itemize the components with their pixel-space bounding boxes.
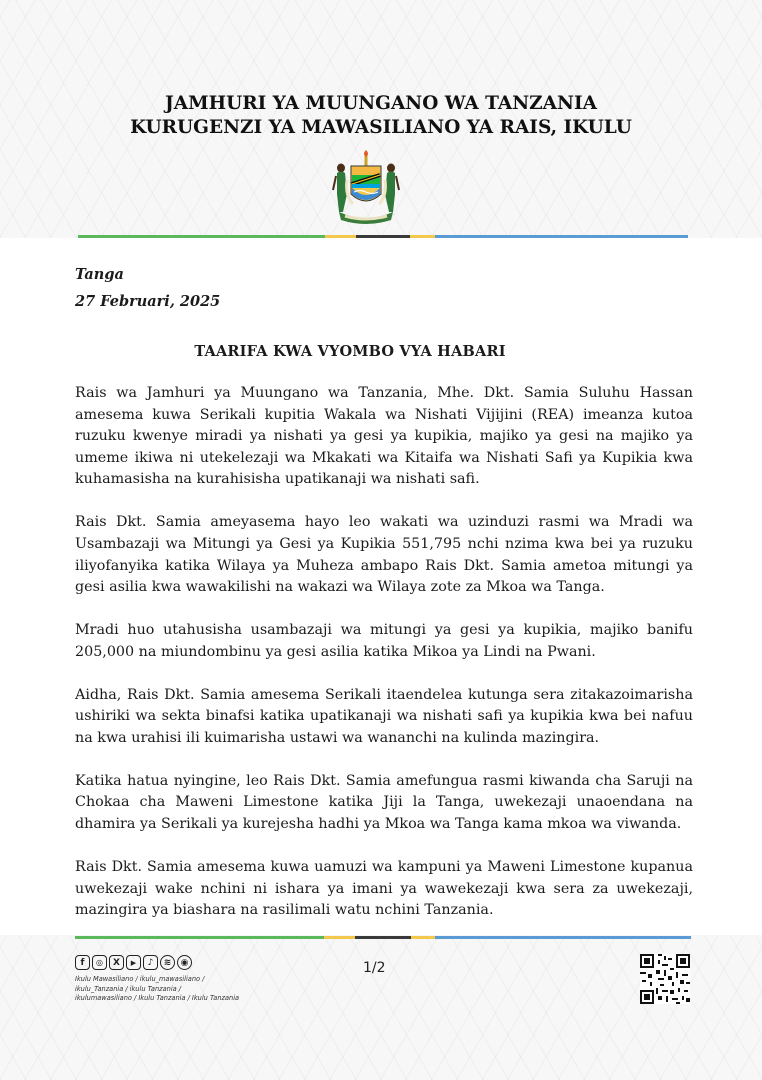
stripe-yellow-2	[410, 235, 434, 238]
header-divider-stripe	[78, 235, 688, 238]
letterhead-line-2: KURUGENZI YA MAWASILIANO YA RAIS, IKULU	[130, 117, 632, 138]
paragraph-4: Aidha, Rais Dkt. Samia amesema Serikali itaendelea kutunga sera zitakazoimarisha ushiriki wa sekta binafsi katika upatikanaji wa nishati safi ya kupikia kwa bei nafuu na kwa urahisi ili kuimarisha ustawi wa wananchi na kulinda mazingira.	[75, 686, 693, 746]
dateline-place: Tanga	[75, 266, 124, 283]
social-handles	[75, 975, 265, 1004]
podcast-icon[interactable]: ◉	[177, 955, 192, 970]
document-body	[75, 383, 693, 943]
document-title: TAARIFA KWA VYOMBO VYA HABARI	[194, 343, 506, 360]
stripe-yellow-2	[411, 936, 436, 939]
stripe-blue	[435, 936, 691, 939]
x-icon[interactable]: X	[109, 955, 124, 970]
handles-line-1: Ikulu Mawasiliano / ikulu_mawasiliano /	[75, 975, 205, 983]
letterhead-title	[0, 92, 762, 140]
footer-divider-stripe	[75, 936, 691, 939]
youtube-icon[interactable]: ▶	[126, 955, 141, 970]
paragraph-2: Rais Dkt. Samia ameyasema hayo leo wakati wa uzinduzi rasmi wa Mradi wa Usambazaji wa Mitungi ya Gesi ya Kupikia 551,795 nchi nzima kwa bei ya ruzuku iliyofanyika katika Wilaya ya Muheza ambapo Rais Dkt. Samia ametoa mitungi ya gesi asilia kwa wawakilishi na wakazi wa Wilaya zote za Mkoa wa Tanga.	[75, 514, 693, 596]
social-icons	[75, 955, 192, 970]
stripe-black	[355, 936, 410, 939]
stripe-yellow	[325, 235, 356, 238]
tiktok-icon[interactable]: ♪	[143, 955, 158, 970]
stripe-green	[78, 235, 325, 238]
letterhead-line-1: JAMHURI YA MUUNGANO WA TANZANIA	[165, 93, 597, 114]
stripe-black	[356, 235, 411, 238]
handles-line-2: ikulu_Tanzania / ikulu Tanzania /	[75, 984, 182, 993]
stripe-blue	[435, 235, 688, 238]
stripe-yellow	[324, 936, 355, 939]
qr-code-icon[interactable]	[640, 954, 690, 1004]
paragraph-3: Mradi huo utahusisha usambazaji wa mitungi ya gesi ya kupikia, majiko banifu 205,000 na miundombinu ya gesi asilia katika Mikoa ya Lindi na Pwani.	[75, 622, 693, 660]
paragraph-5: Katika hatua nyingine, leo Rais Dkt. Samia amefungua rasmi kiwanda cha Saruji na Chokaa cha Maweni Limestone katika Jiji la Tanga, uwekezaji unaoendana na dhamira ya Serikali ya kurejesha hadhi ya Mkoa wa Tanga kama mkoa wa viwanda.	[75, 772, 693, 833]
coat-of-arms-icon	[331, 150, 401, 224]
page-number: 1/2	[363, 960, 386, 976]
spotify-icon[interactable]: ≋	[160, 955, 175, 970]
instagram-icon[interactable]: ◎	[92, 955, 107, 970]
facebook-icon[interactable]: f	[75, 955, 90, 970]
handles-line-3: ikulumawasiliano / Ikulu Tanzania / Ikulu Tanzania	[75, 994, 240, 1003]
dateline-date: 27 Februari, 2025	[75, 293, 221, 310]
paragraph-6: Rais Dkt. Samia amesema kuwa uamuzi wa kampuni ya Maweni Limestone kupanua uwekezaji wake nchini ni ishara ya imani ya wawekezaji kwa sera za uwekezaji, mazingira ya biashara na rasilimali watu nchini Tanzania.	[75, 859, 693, 919]
paragraph-1: Rais wa Jamhuri ya Muungano wa Tanzania, Mhe. Dkt. Samia Suluhu Hassan amesema kuwa Serikali kupitia Wakala wa Nishati Vijijini (REA) imeanza kutoa ruzuku kwenye miradi ya nishati ya gesi ya kupikia, majiko ya gesi na majiko ya umeme ikiwa ni utekelezaji wa Mkakati wa Kitaifa wa Nishati Safi ya Kupikia kwa kuhamasisha na kurahisisha upatikanaji wa nishati safi.	[75, 385, 693, 488]
stripe-green	[75, 936, 324, 939]
